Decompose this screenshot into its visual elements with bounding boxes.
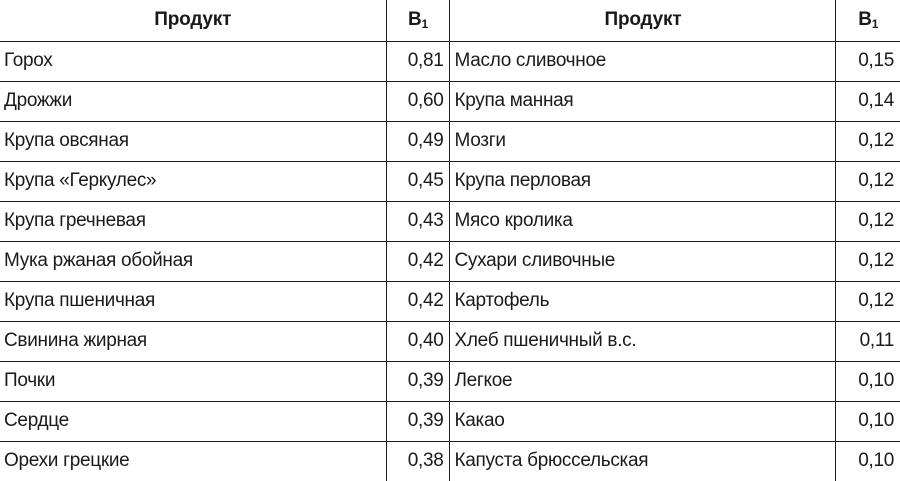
header-b1-left-sub: 1 (421, 17, 428, 32)
table-row (0, 241, 900, 281)
b1-value-left: 0,45 (386, 161, 450, 201)
table-row (0, 281, 900, 321)
table-row (0, 201, 900, 241)
header-row (0, 0, 900, 41)
table-row (0, 161, 900, 201)
b1-value-left: 0,40 (386, 321, 450, 361)
product-name-left: Сердце (0, 401, 386, 441)
product-name-right: Крупа манная (450, 81, 836, 121)
product-name-left: Дрожжи (0, 81, 386, 121)
b1-value-left: 0,42 (386, 241, 450, 281)
b1-value-right: 0,15 (836, 41, 900, 81)
header-b1-left (386, 0, 450, 41)
header-b1-right (836, 0, 900, 41)
product-name-right: Крупа перловая (450, 161, 836, 201)
b1-value-right: 0,14 (836, 81, 900, 121)
product-name-right: Мясо кролика (450, 201, 836, 241)
b1-value-right: 0,12 (836, 161, 900, 201)
table-row (0, 441, 900, 481)
table-row (0, 121, 900, 161)
table-row (0, 401, 900, 441)
b1-value-right: 0,12 (836, 281, 900, 321)
b1-value-right: 0,10 (836, 401, 900, 441)
table-row (0, 361, 900, 401)
b1-value-left: 0,42 (386, 281, 450, 321)
product-name-left: Почки (0, 361, 386, 401)
table-row (0, 81, 900, 121)
header-product-right: Продукт (450, 0, 836, 41)
product-name-left: Свинина жирная (0, 321, 386, 361)
product-name-left: Крупа овсяная (0, 121, 386, 161)
b1-value-left: 0,38 (386, 441, 450, 481)
b1-value-right: 0,12 (836, 121, 900, 161)
product-name-left: Мука ржаная обойная (0, 241, 386, 281)
product-name-right: Легкое (450, 361, 836, 401)
header-product-left: Продукт (0, 0, 386, 41)
product-name-left: Крупа гречневая (0, 201, 386, 241)
table-body (0, 41, 900, 481)
product-name-right: Капуста брюссельская (450, 441, 836, 481)
b1-value-right: 0,12 (836, 201, 900, 241)
product-name-right: Мозги (450, 121, 836, 161)
product-name-right: Картофель (450, 281, 836, 321)
product-name-left: Горох (0, 41, 386, 81)
header-b1-left-base: B (407, 9, 422, 31)
header-b1-right-sub: 1 (871, 17, 879, 32)
table-row (0, 41, 900, 81)
product-name-left: Крупа пшеничная (0, 281, 386, 321)
product-name-right: Сухари сливочные (450, 241, 836, 281)
product-name-right: Масло сливочное (450, 41, 836, 81)
b1-value-right: 0,10 (836, 441, 900, 481)
table-row (0, 321, 900, 361)
b1-value-right: 0,12 (836, 241, 900, 281)
b1-value-left: 0,49 (386, 121, 450, 161)
table-header (0, 0, 900, 41)
header-b1-right-base: B (858, 9, 872, 31)
b1-value-left: 0,60 (386, 81, 450, 121)
product-name-left: Орехи грецкие (0, 441, 386, 481)
b1-value-left: 0,43 (386, 201, 450, 241)
b1-value-right: 0,11 (836, 321, 900, 361)
b1-value-left: 0,39 (386, 401, 450, 441)
product-name-right: Какао (450, 401, 836, 441)
product-name-left: Крупа «Геркулес» (0, 161, 386, 201)
product-name-right: Хлеб пшеничный в.с. (450, 321, 836, 361)
b1-value-left: 0,81 (386, 41, 450, 81)
b1-value-left: 0,39 (386, 361, 450, 401)
b1-value-right: 0,10 (836, 361, 900, 401)
